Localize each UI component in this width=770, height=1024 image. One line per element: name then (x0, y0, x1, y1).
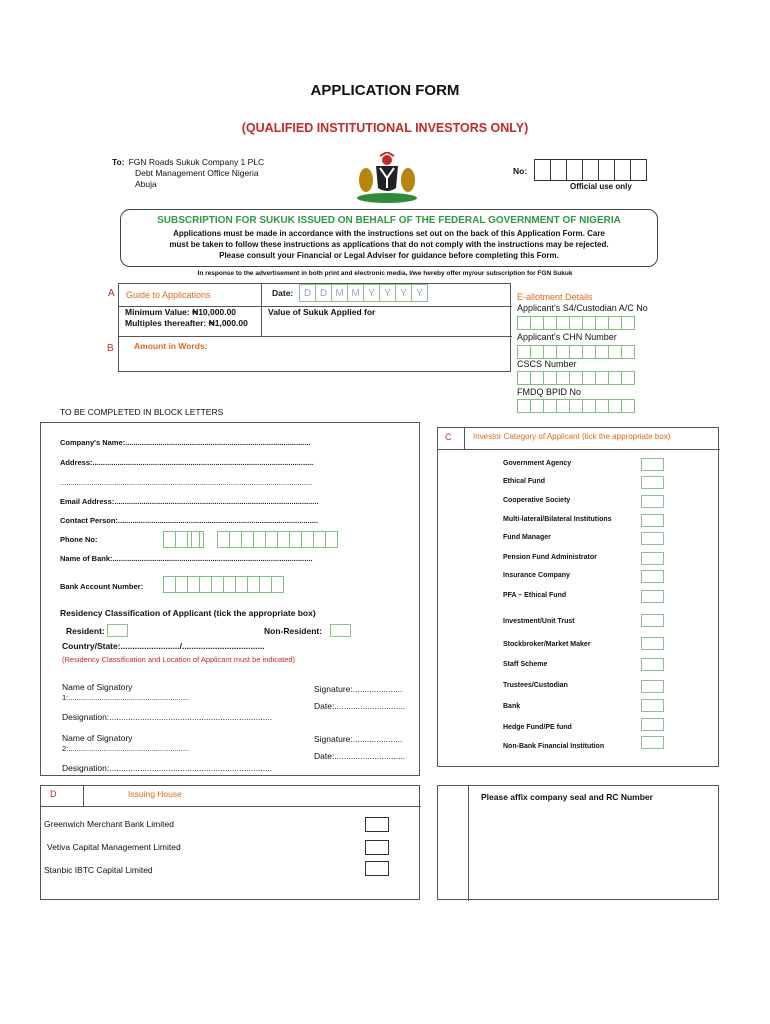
category-label: Insurance Company (503, 572, 570, 579)
eallotment-title: E-allotment Details (517, 292, 593, 302)
applicant-details-box (40, 422, 420, 776)
category-label: Multi-lateral/Bilateral Institutions (503, 516, 612, 523)
no-label: No: (513, 166, 528, 176)
category-checkbox[interactable] (641, 476, 664, 489)
fmdq-input[interactable] (518, 399, 635, 413)
resident-checkbox[interactable] (107, 624, 128, 637)
amount-in-words-field[interactable]: Amount in Words: (134, 341, 208, 351)
signatory2-name-label: Name of Signatory (62, 733, 133, 743)
section-b-letter: B (107, 343, 114, 354)
issuing-house-label: Greenwich Merchant Bank Limited (44, 819, 174, 829)
signatory1-name-field[interactable]: 1:.......................................................... (62, 693, 190, 702)
signatory2-date-field[interactable]: Date:.............................. (314, 751, 406, 761)
issuing-house-label: Stanbic IBTC Capital Limited (44, 865, 153, 875)
category-label: Pension Fund Administrator (503, 554, 597, 561)
category-checkbox[interactable] (641, 514, 664, 527)
date-label: Date: (272, 288, 294, 298)
issuing-house-checkbox[interactable] (365, 840, 389, 855)
category-checkbox[interactable] (641, 718, 664, 731)
date-input[interactable]: D D M M Y Y Y Y (300, 284, 428, 302)
to-label: To: (112, 157, 125, 167)
non-resident-label: Non-Resident: (264, 626, 323, 636)
signatory1-signature-field[interactable]: Signature:..................... (314, 684, 403, 694)
form-title: APPLICATION FORM (310, 82, 460, 99)
resident-label: Resident: (66, 626, 105, 636)
chn-label: Applicant's CHN Number (517, 332, 617, 342)
country-state-field[interactable]: Country/State:........................./................................... (62, 641, 265, 651)
category-label: Government Agency (503, 460, 572, 467)
category-label: Staff Scheme (503, 661, 548, 668)
instructions-banner (120, 209, 658, 267)
sukuk-value-field[interactable]: Value of Sukuk Applied for (268, 307, 376, 317)
form-subtitle: (QUALIFIED INSTITUTIONAL INVESTORS ONLY) (241, 121, 529, 135)
category-checkbox[interactable] (641, 570, 664, 583)
category-checkbox[interactable] (641, 736, 664, 749)
company-seal-box (437, 785, 719, 900)
banner-line2: must be taken to follow these instructions as applications that do not comply with the instructions may be rejected. (169, 240, 609, 249)
serial-number-boxes (535, 159, 647, 181)
cscs-input[interactable] (518, 371, 635, 385)
contact-person-field[interactable]: Contact Person:................................................................................................ (60, 516, 318, 525)
guide-to-applications-link[interactable]: Guide to Applications (126, 290, 211, 300)
category-label: Non-Bank Financial Institution (503, 743, 605, 750)
non-resident-checkbox[interactable] (330, 624, 351, 637)
category-label: Cooperative Society (503, 497, 571, 504)
investor-category-box (437, 427, 719, 767)
phone-label: Phone No: (60, 535, 98, 544)
section-a-letter: A (108, 288, 115, 299)
category-checkbox[interactable] (641, 637, 664, 650)
category-checkbox[interactable] (641, 590, 664, 603)
category-checkbox[interactable] (641, 458, 664, 471)
category-label: Hedge Fund/PE fund (503, 724, 572, 731)
investor-category-title: Investor Category of Applicant (tick the appropriate box) (473, 432, 671, 441)
category-checkbox[interactable] (641, 680, 664, 693)
address-line2-field[interactable]: ......................................................................................................................... (60, 478, 313, 487)
category-label: Bank (503, 703, 521, 710)
signatory2-signature-field[interactable]: Signature:..................... (314, 734, 403, 744)
signatory1-designation-field[interactable]: Designation:..................................................................... (62, 712, 273, 722)
minimum-value-info (125, 307, 248, 329)
fmdq-label: FMDQ BPID No (517, 387, 582, 397)
coat-of-arms-icon (354, 152, 420, 204)
eallotment-section (517, 292, 593, 302)
category-checkbox[interactable] (641, 552, 664, 565)
banner-line3: Please consult your Financial or Legal Adviser for guidance before completing this Form. (219, 251, 559, 260)
signatory1-name-label: Name of Signatory (62, 682, 133, 692)
official-use-label: Official use only (570, 182, 632, 191)
category-checkbox[interactable] (641, 495, 664, 508)
signatory2-name-field[interactable]: 2:.......................................................... (62, 744, 190, 753)
section-d-letter: D (50, 789, 57, 799)
residency-note: (Residency Classification and Location of Applicant must be indicated) (62, 655, 296, 664)
issuing-house-checkbox[interactable] (365, 861, 389, 876)
issuing-house-label: Vetiva Capital Management Limited (47, 842, 181, 852)
phone-code-input[interactable] (192, 531, 204, 548)
category-checkbox[interactable] (641, 532, 664, 545)
company-name-field[interactable]: Company's Name:......................................................................................... (60, 438, 311, 447)
to-line2: Debt Management Office Nigeria (135, 168, 259, 178)
category-label: PFA – Ethical Fund (503, 592, 567, 599)
chn-input[interactable] (518, 345, 635, 359)
issuing-house-title: Issuing House (128, 789, 182, 799)
signatory1-date-field[interactable]: Date:.............................. (314, 701, 406, 711)
bank-account-label: Bank Account Number: (60, 582, 144, 591)
bank-account-input[interactable] (164, 576, 284, 593)
block-letters-note: TO BE COMPLETED IN BLOCK LETTERS (60, 407, 224, 417)
email-field[interactable]: Email Address:.................................................................................................. (60, 497, 319, 506)
minimum-value: Minimum Value: ₦10,000.00 (125, 307, 237, 317)
s4-input[interactable] (518, 316, 635, 330)
category-checkbox[interactable] (641, 614, 664, 627)
residency-heading: Residency Classification of Applicant (tick the appropriate box) (60, 608, 316, 618)
to-line3: Abuja (135, 179, 157, 189)
response-statement: In response to the advertisement in both print and electronic media, I/we hereby offer my/our subscription for FGN Sukuk (197, 270, 573, 277)
category-label: Trustees/Custodian (503, 682, 568, 689)
section-c-letter: C (445, 432, 452, 442)
category-checkbox[interactable] (641, 658, 664, 671)
seal-instruction: Please affix company seal and RC Number (481, 792, 653, 802)
issuing-house-checkbox[interactable] (365, 817, 389, 832)
signatory2-designation-field[interactable]: Designation:..................................................................... (62, 763, 273, 773)
address-field[interactable]: Address:.......................................................................................................... (60, 458, 314, 467)
category-label: Stockbroker/Market Maker (503, 641, 591, 648)
s4-label: Applicant's S4/Custodian A/C No (517, 303, 648, 313)
addressee-block (112, 157, 264, 190)
to-line1: FGN Roads Sukuk Company 1 PLC (128, 157, 265, 167)
banner-heading: SUBSCRIPTION FOR SUKUK ISSUED ON BEHALF OF THE FEDERAL GOVERNMENT OF NIGERIA (157, 215, 621, 226)
category-label: Ethical Fund (503, 478, 545, 485)
category-checkbox[interactable] (641, 699, 664, 712)
cscs-label: CSCS Number (517, 359, 577, 369)
multiples-value: Multiples thereafter: ₦1,000.00 (125, 318, 248, 328)
category-label: Investment/Unit Trust (503, 618, 575, 625)
bank-name-field[interactable]: Name of Bank:................................................................................................ (60, 554, 313, 563)
phone-number-input[interactable] (218, 531, 338, 548)
category-label: Fund Manager (503, 534, 551, 541)
banner-line1: Applications must be made in accordance with the instructions set out on the back of this Application Form. Care (173, 229, 605, 238)
